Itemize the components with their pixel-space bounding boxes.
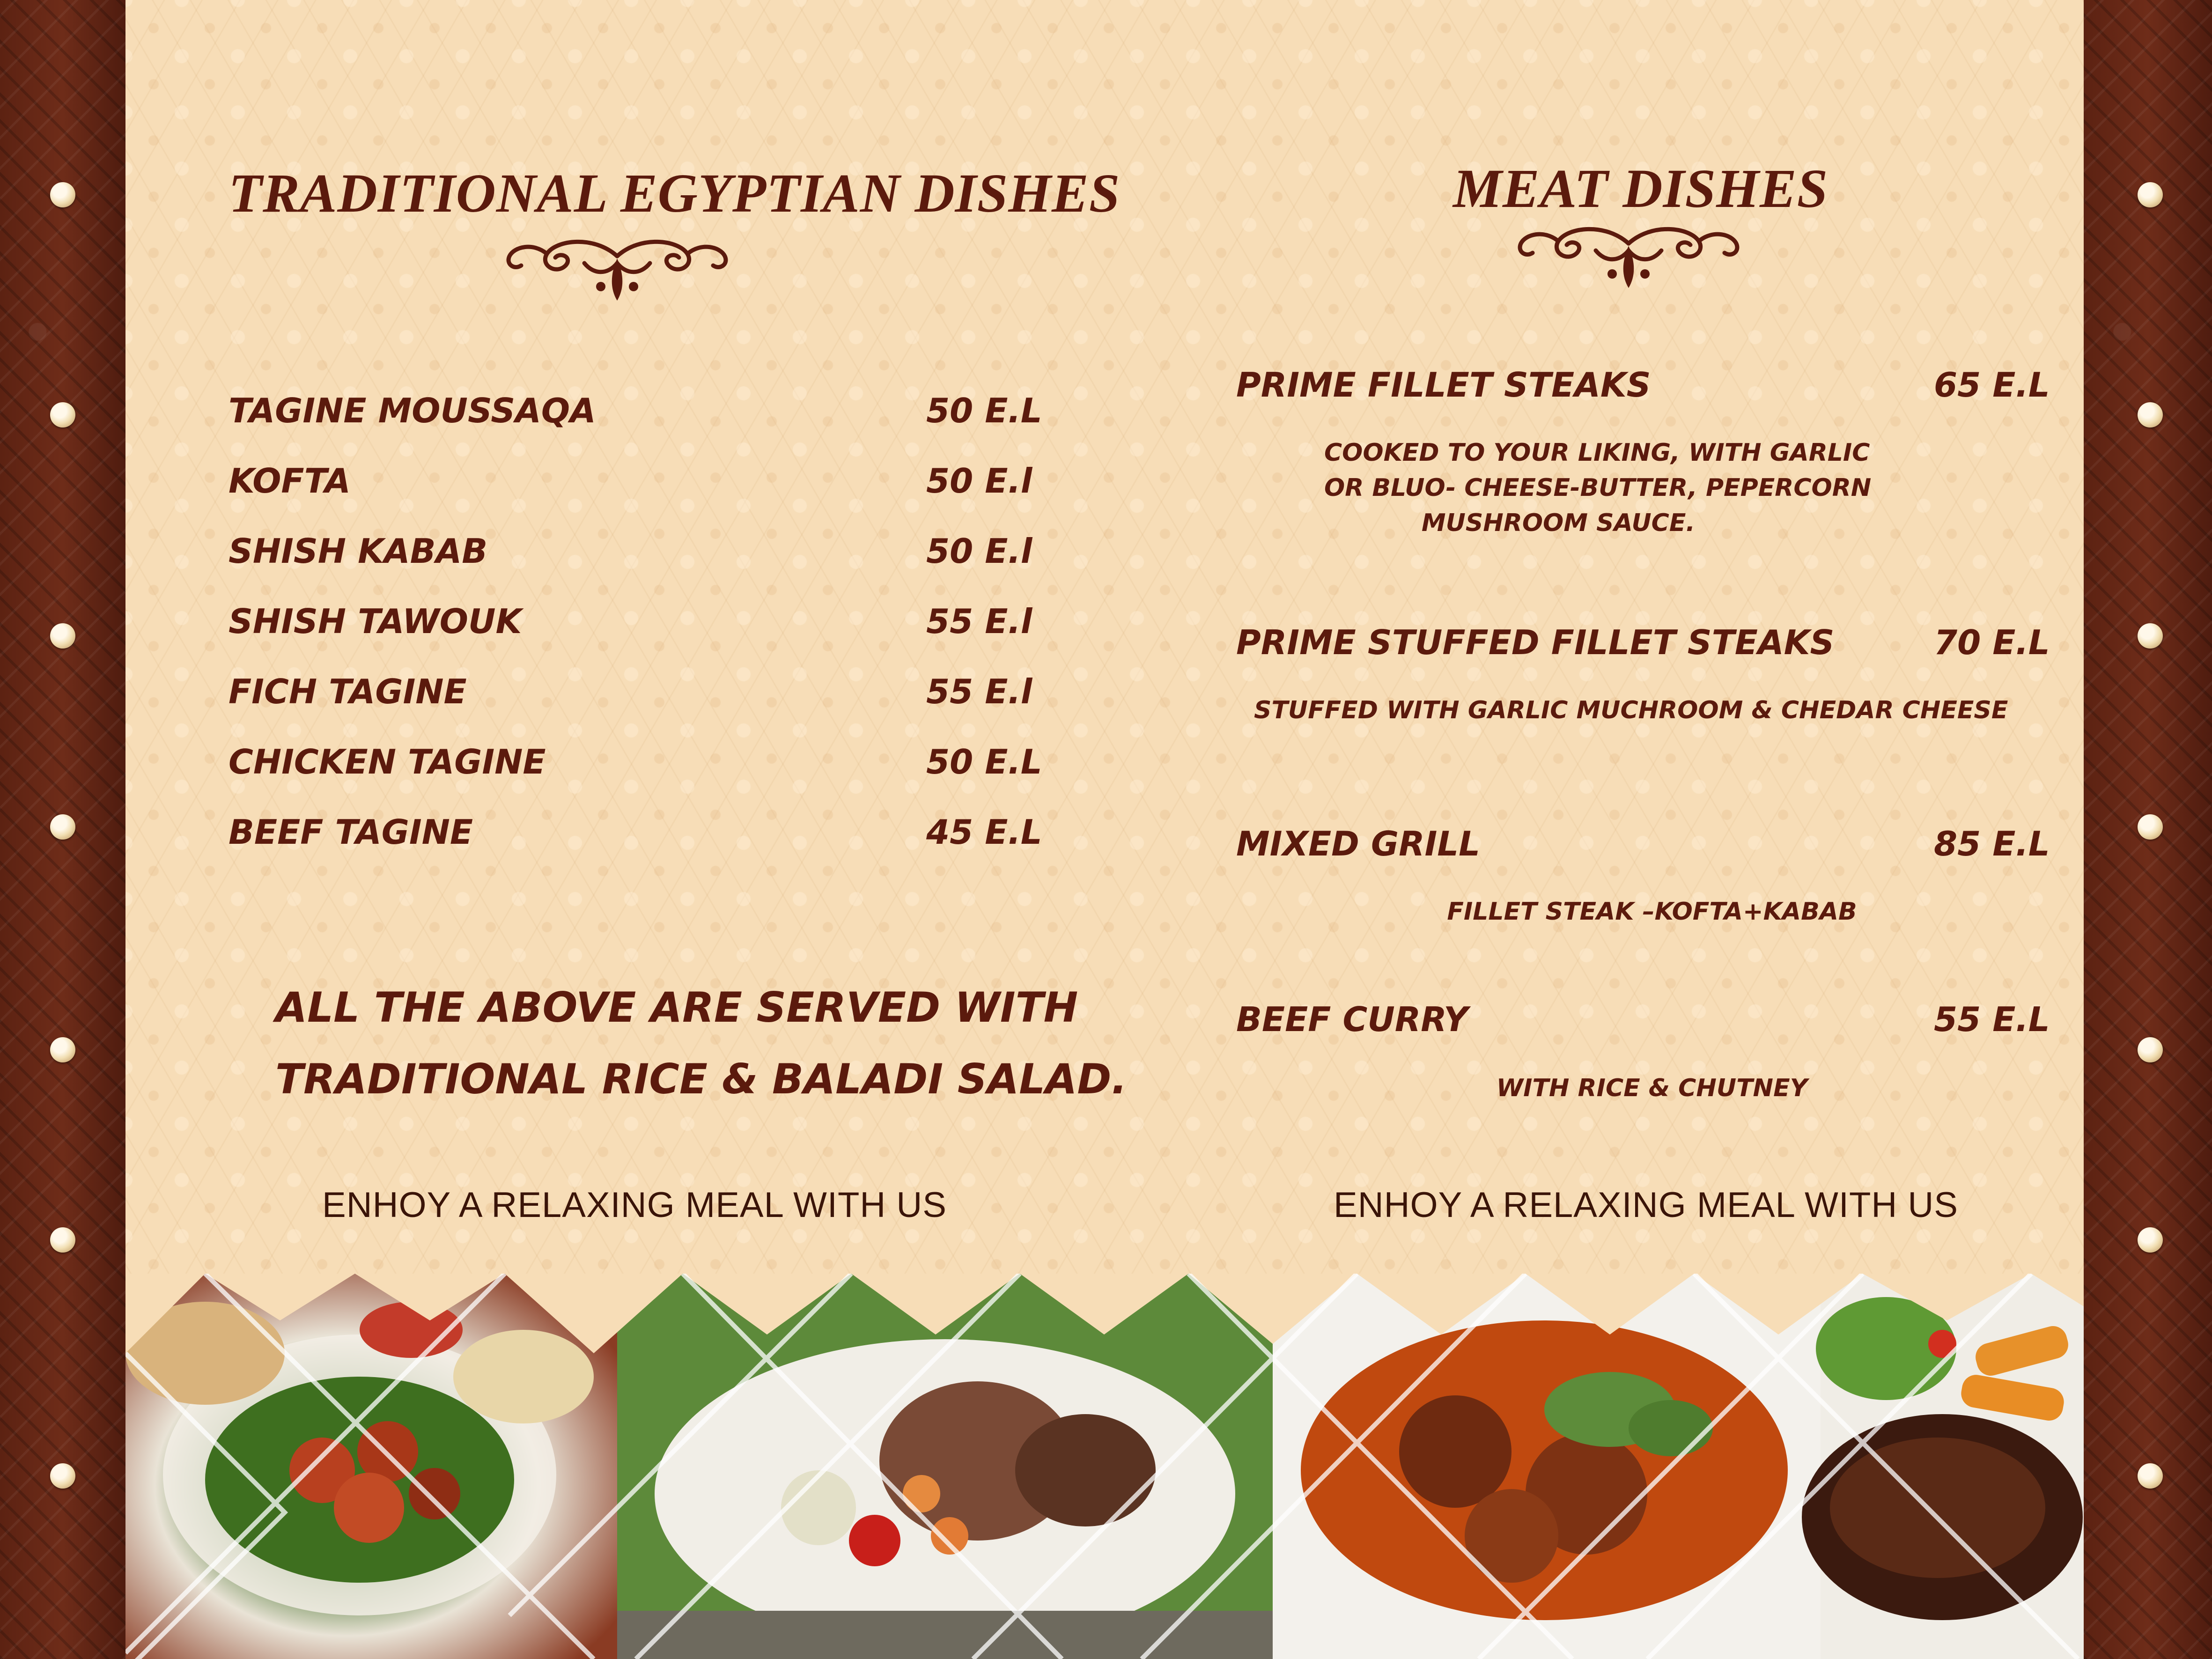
stud [2138,623,2163,649]
dish-price: 55 E.l [926,602,1032,641]
flourish-ornament-icon [500,230,734,305]
section-title: MEAT DISHES [1453,158,1829,219]
mixed-grill-photo [617,1274,1273,1659]
dish-price: 70 E.L [1934,623,2050,662]
dish-description: COOKED TO YOUR LIKING, WITH GARLIC [1324,439,1870,467]
dish-name: KOFTA [229,461,351,501]
dish-description: STUFFED WITH GARLIC MUCHROOM & CHEDAR CHEESE [1254,696,2008,724]
dish-name: BEEF CURRY [1236,1000,1468,1039]
stud [50,182,75,207]
dish-price: 50 E.l [926,461,1032,501]
stud [2138,814,2163,840]
stud [50,623,75,649]
dish-price: 45 E.L [926,812,1042,852]
dish-description: MUSHROOM SAUCE. [1421,509,1696,537]
dish-price: 50 E.L [926,742,1042,782]
dish-price: 65 E.L [1934,365,2050,405]
dish-price: 55 E.l [926,672,1032,711]
serving-note-line: ALL THE ABOVE ARE SERVED WITH [275,983,1078,1032]
dish-name: BEEF TAGINE [229,812,473,852]
steak-salad-photo [1802,1274,2084,1659]
serving-note-line: TRADITIONAL RICE & BALADI SALAD. [275,1055,1127,1103]
stud [50,1227,75,1253]
stud [50,1463,75,1489]
dish-description: WITH RICE & CHUTNEY [1496,1074,1808,1102]
flourish-ornament-icon [1512,218,1746,293]
dish-name: SHISH KABAB [229,531,488,571]
dish-name: FICH TAGINE [229,672,467,711]
dish-price: 55 E.L [1934,1000,2050,1039]
dish-name: SHISH TAWOUK [229,602,522,641]
stud [2138,182,2163,207]
dish-name: TAGINE MOUSSAQA [229,391,596,430]
stud [2138,1037,2163,1062]
dish-name: PRIME STUFFED FILLET STEAKS [1236,623,1835,662]
dish-name: CHICKEN TAGINE [229,742,546,782]
menu-page [125,0,2084,1659]
dish-price: 50 E.l [926,531,1032,571]
stud [2138,1227,2163,1253]
stud [2138,402,2163,428]
tagline: ENHOY A RELAXING MEAL WITH US [322,1185,947,1225]
dish-description: FILLET STEAK –KOFTA+KABAB [1447,898,1857,926]
dish-price: 50 E.L [926,391,1042,430]
food-photo-band [125,1274,2084,1659]
tagline: ENHOY A RELAXING MEAL WITH US [1334,1185,1958,1225]
beef-curry-photo [1273,1274,1821,1659]
stud [50,402,75,428]
stud [50,1037,75,1062]
dish-description: OR BLUO- CHEESE-BUTTER, PEPERCORN [1324,474,1872,502]
dish-name: PRIME FILLET STEAKS [1236,365,1651,405]
dish-price: 85 E.L [1934,824,2050,863]
stud [50,814,75,840]
stud [2138,1463,2163,1489]
dish-name: MIXED GRILL [1236,824,1481,863]
section-title: TRADITIONAL EGYPTIAN DISHES [229,162,1121,224]
